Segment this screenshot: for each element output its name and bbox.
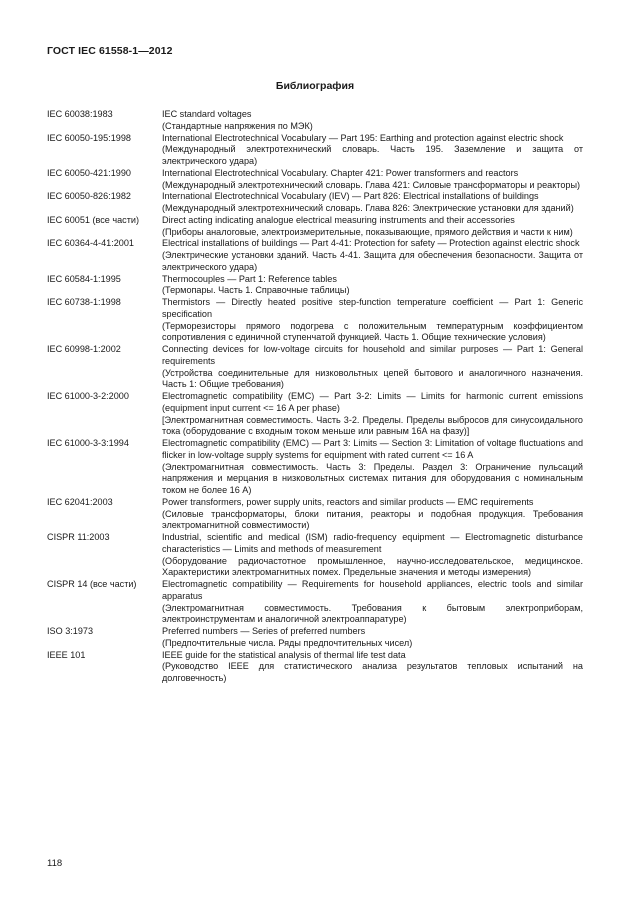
entry-code: IEC 60998-1:2002 — [47, 344, 121, 354]
entry-title-en: Preferred numbers — Series of preferred numbers — [162, 626, 366, 636]
entry-title-en: Electromagnetic compatibility — Requirements for household appliances, electric tools and similar apparatus — [162, 579, 583, 601]
entry-title-en: Electrical installations of buildings — Part 4-41: Protection for safety — Protection against electric shock — [162, 238, 580, 249]
document-header: ГОСТ IEC 61558-1—2012 — [47, 45, 173, 57]
bibliography-entry — [47, 497, 583, 532]
bibliography-entry — [47, 215, 583, 239]
bibliography-entry — [47, 438, 583, 497]
entry-code: IEC 61000-3-2:2000 — [47, 391, 129, 401]
entry-title-en: Direct acting indicating analogue electrical measuring instruments and their accessories — [162, 214, 515, 225]
entry-title-en: International Electrotechnical Vocabulary (IEV) — Part 826: Electrical installations of buildings — [162, 191, 539, 202]
entry-title-en: Electromagnetic compatibility (EMC) — Part 3: Limits — Section 3: Limitation of voltage fluctuations and flicker in low-voltage supply systems for equipment with rated current <= 16 A — [162, 438, 583, 460]
entry-title-ru: [Электромагнитная совместимость. Часть 3-2. Пределы. Пределы выбросов для синусоидального тока (оборудование с входным током меньше или равным 16А на фазу)] — [162, 414, 583, 437]
entry-code: IEC 60584-1:1995 — [47, 273, 121, 284]
entry-title-ru: (Международный электротехнический словарь. Глава 826: Электрические установки для зданий) — [162, 203, 574, 213]
entry-title-ru: (Руководство IEEE для статистического анализа результатов тепловых испытаний на долговечность) — [162, 661, 583, 683]
entry-code: CISPR 11:2003 — [47, 532, 110, 542]
entry-title-en: Thermocouples — Part 1: Reference tables — [162, 273, 337, 284]
entry-title-ru: (Приборы аналоговые, электроизмерительные, показывающие, прямого действия и части к ним) — [162, 226, 573, 237]
entry-code: IEC 60050-826:1982 — [47, 191, 131, 202]
entry-title-en: IEC standard voltages — [162, 109, 252, 119]
entry-title-en: IEEE guide for the statistical analysis of thermal life test data — [162, 649, 406, 660]
section-title: Библиография — [275, 80, 355, 92]
entry-title-ru: (Оборудование радиочастотное промышленное, научно-исследовательское, медицинское. Характеристики электромагнитных помех. Предельные значения и методы измерения) — [162, 555, 583, 578]
entry-title-ru: (Стандартные напряжения по МЭК) — [162, 120, 313, 131]
bibliography-entry — [47, 344, 583, 391]
bibliography-entry — [47, 626, 583, 650]
entry-code: ISO 3:1973 — [47, 626, 94, 636]
bibliography-entry — [47, 168, 583, 192]
entry-code: IEEE 101 — [47, 649, 86, 660]
bibliography-entry — [47, 133, 583, 168]
entry-code: IEC 60738-1:1998 — [47, 297, 121, 307]
entry-code: IEC 60050-195:1998 — [47, 132, 131, 143]
bibliography-entry — [47, 579, 583, 626]
entry-title-ru: (Электромагнитная совместимость. Часть 3: Пределы. Раздел 3: Ограничение пульсаций напряжения и мерцания в низковольтных системах питания для оборудования с номинальным током не более 16 А) — [162, 461, 583, 495]
entry-code: IEC 61000-3-3:1994 — [47, 438, 129, 448]
entry-title-en: Connecting devices for low-voltage circuits for household and similar purposes — Part 1: General requirements — [162, 344, 583, 366]
entry-title-ru: (Предпочтительные числа. Ряды предпочтительных чисел) — [162, 637, 413, 648]
entry-title-ru: (Устройства соединительные для низковольтных цепей бытового и аналогичного назначения. Часть 1: Общие требования) — [162, 367, 583, 390]
entry-title-en: Industrial, scientific and medical (ISM) radio-frequency equipment — Electromagnetic disturbance characteristics — Limits and methods of measurement — [162, 532, 583, 554]
entry-title-ru: (Термопары. Часть 1. Справочные таблицы) — [162, 285, 350, 296]
bibliography-list — [47, 109, 583, 685]
entry-title-ru: (Международный электротехнический словарь. Глава 421: Силовые трансформаторы и реакторы) — [162, 179, 581, 190]
entry-code: IEC 60050-421:1990 — [47, 167, 131, 178]
entry-code: IEC 60364-4-41:2001 — [47, 238, 134, 249]
entry-code: IEC 60038:1983 — [47, 109, 113, 119]
bibliography-entry — [47, 238, 583, 273]
entry-title-ru: (Терморезисторы прямого подогрева с положительным температурным коэффициентом сопротивления с единичной ступенчатой функцией. Часть 1. Общие технические условия) — [162, 320, 583, 343]
entry-code: IEC 62041:2003 — [47, 496, 113, 507]
entry-code: IEC 60051 (все части) — [47, 214, 140, 225]
entry-title-en: Thermistors — Directly heated positive step-function temperature coefficient — Part 1: Generic specification — [162, 297, 583, 319]
entry-title-ru: (Электромагнитная совместимость. Требования к бытовым электроприборам, электроинструментам и аналогичной электроаппаратуре) — [162, 602, 583, 625]
page-number: 118 — [47, 858, 63, 869]
entry-title-en: International Electrotechnical Vocabulary — Part 195: Earthing and protection against electric shock — [162, 132, 564, 143]
bibliography-entry — [47, 532, 583, 579]
entry-title-ru: (Силовые трансформаторы, блоки питания, реакторы и подобная продукция. Требования электромагнитной совместимости) — [162, 508, 583, 531]
bibliography-entry — [47, 109, 583, 133]
bibliography-entry — [47, 650, 583, 685]
bibliography-entry — [47, 391, 583, 438]
entry-title-en: Electromagnetic compatibility (EMC) — Part 3-2: Limits — Limits for harmonic current emissions (equipment input current <= 16 A per phase) — [162, 391, 583, 413]
entry-title-ru: (Международный электротехнический словарь. Часть 195. Заземление и защита от электрического удара) — [162, 144, 583, 166]
entry-title-en: Power transformers, power supply units, reactors and similar products — EMC requirements — [162, 496, 534, 507]
bibliography-entry — [47, 297, 583, 344]
entry-title-ru: (Электрические установки зданий. Часть 4-41. Защита для обеспечения безопасности. Защита от электрического удара) — [162, 250, 583, 272]
entry-title-en: International Electrotechnical Vocabulary. Chapter 421: Power transformers and reactors — [162, 167, 519, 178]
bibliography-entry — [47, 191, 583, 215]
bibliography-entry — [47, 274, 583, 298]
entry-code: CISPR 14 (все части) — [47, 579, 137, 589]
